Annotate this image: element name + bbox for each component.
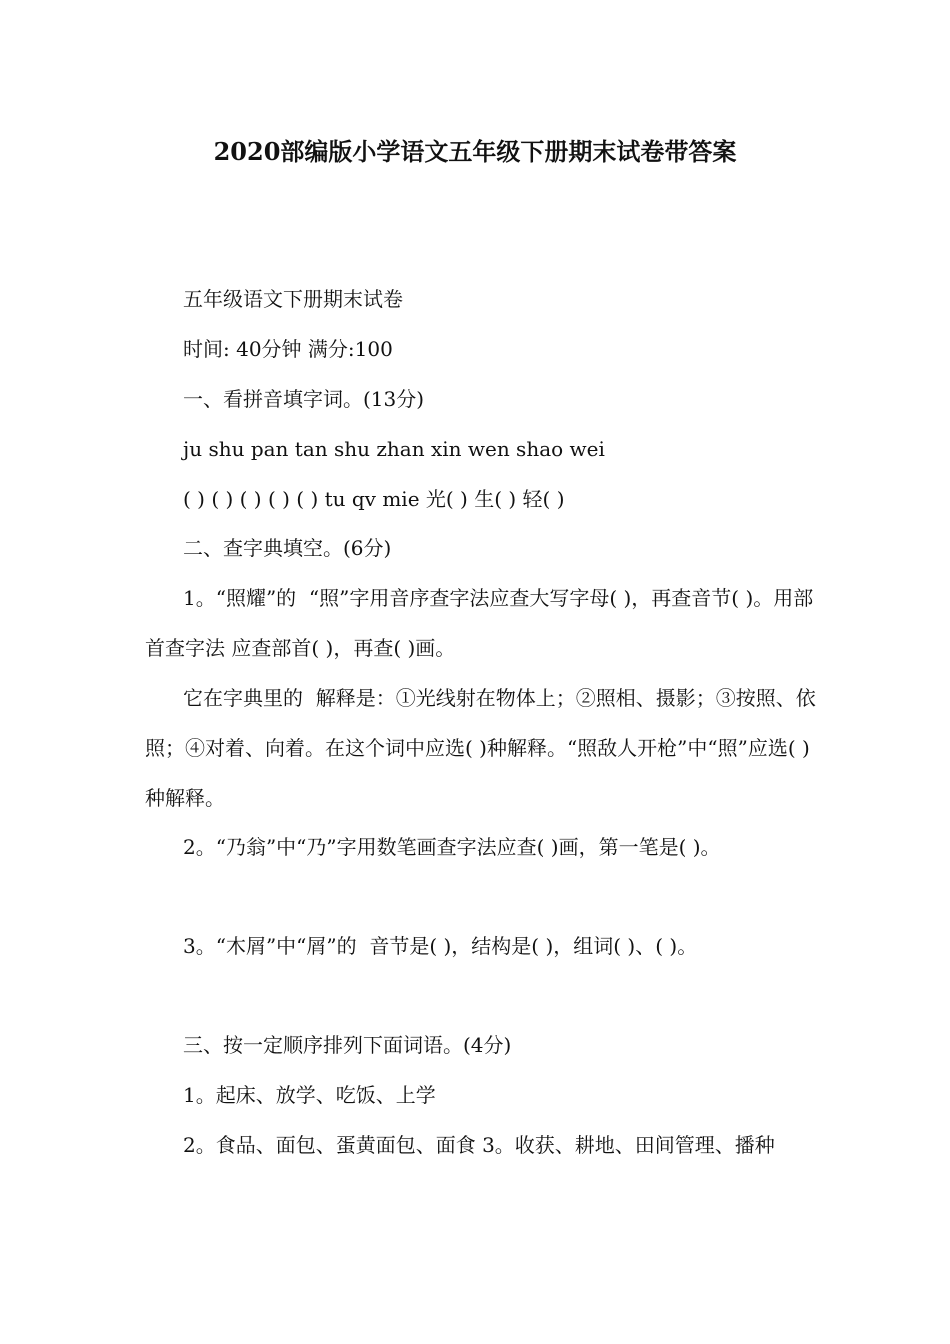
paragraph-question-2-3: 3。“木屑”中“屑”的 音节是( )，结构是( )，组词( )、( )。	[183, 934, 698, 958]
paragraph-question-2-1: 1。“照耀”的 “照”字用音序查字法应查大写字母( )，再查音节( )。用部首查字法 应查部首( )，再查( )画。	[145, 586, 814, 660]
paragraph-blanks: ( ) ( ) ( ) ( ) ( ) tu qv mie 光( ) 生( ) 轻( )	[183, 487, 565, 511]
document-title: 2020部编版小学语文五年级下册期末试卷带答案	[213, 137, 737, 166]
paragraph-question-3-2-3: 2。食品、面包、蛋黄面包、面食 3。收获、耕地、田间管理、播种	[183, 1133, 775, 1157]
paragraph-time-score: 时间: 40分钟 满分:100	[183, 337, 393, 361]
paragraph-dictionary-meanings: 它在字典里的 解释是：①光线射在物体上；②照相、摄影；③按照、依照；④对着、向着。在这个词中应选( )种解释。“照敌人开枪”中“照”应选( )种解释。	[145, 686, 816, 810]
paragraph-pinyin: ju shu pan tan shu zhan xin wen shao wei	[183, 437, 605, 461]
paragraph-section-3: 三、按一定顺序排列下面词语。(4分)	[183, 1033, 512, 1057]
paragraph-question-3-1: 1。起床、放学、吃饭、上学	[183, 1083, 436, 1107]
paragraph-question-2-2: 2。“乃翁”中“乃”字用数笔画查字法应查( )画，第一笔是( )。	[183, 835, 721, 859]
paragraph-section-1: 一、看拼音填字词。(13分)	[183, 387, 425, 411]
paragraph-exam-name: 五年级语文下册期末试卷	[183, 287, 403, 311]
paragraph-section-2: 二、查字典填空。(6分)	[183, 536, 392, 560]
